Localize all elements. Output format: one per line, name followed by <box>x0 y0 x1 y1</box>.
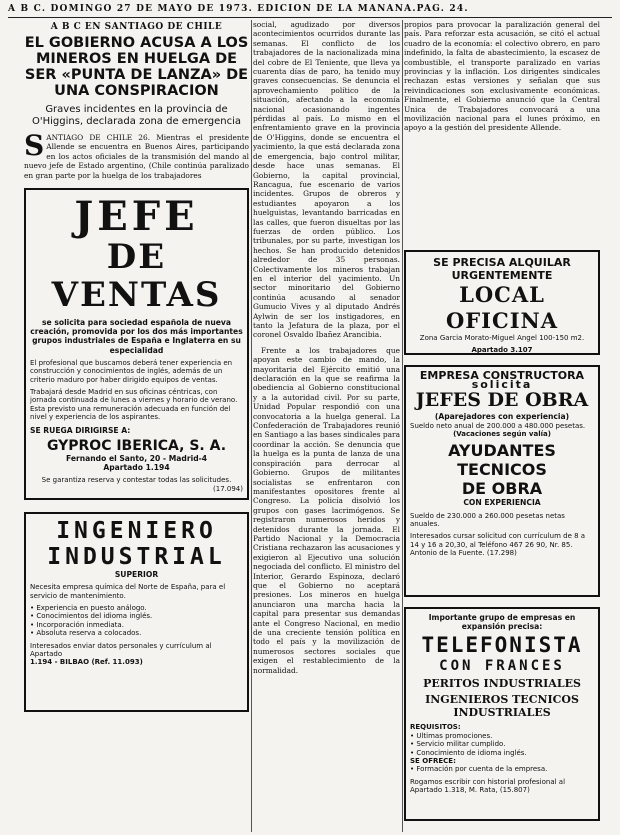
ad-jefe-p1: El profesional que buscamos deberá tener experiencia en construcción y conocimientos de inglés, además de un criterio maduro por haber dirigido equipos de ventas. <box>30 358 233 384</box>
ad-ing-ref: 1.194 - BILBAO (Ref. 11.093) <box>30 658 143 667</box>
ad-local-line2: URGENTEMENTE <box>451 269 553 282</box>
article-kicker: A B C EN SANTIAGO DE CHILE <box>50 22 223 32</box>
article-subhead: Graves incidentes en la provincia de O'Higgins, declarada zona de emergencia <box>31 104 241 127</box>
ad-tel-offer-title: SE OFRECE: <box>410 757 456 766</box>
ad-jefe-ventas <box>24 188 249 500</box>
ad-tel-footer: Rogamos escribir con historial profesional al Apartado 1.318, M. Rata, (15.807) <box>410 777 566 795</box>
ad-con-line2: solicita <box>471 378 533 392</box>
column-rule <box>402 20 403 832</box>
list-item: • Absoluta reserva a colocados. <box>30 629 243 637</box>
ad-tel-intro: Importante grupo de empresas en expansión precisa: <box>428 613 576 632</box>
list-item: • Ultimas promociones. <box>410 732 594 740</box>
ad-ing-footer: Interesados enviar datos personales y currículum al Apartado <box>30 641 212 659</box>
ad-ing-list <box>30 604 243 638</box>
list-item: • Servicio militar cumplido. <box>410 740 594 748</box>
drop-cap: S <box>24 129 45 162</box>
page-header: A B C. DOMINGO 27 DE MAYO DE 1973. EDICION DE LA MAÑANA.PAG. 24. <box>8 4 612 18</box>
ad-con-salary2: Sueldo de 230.000 a 260.000 pesetas netas anuales. <box>410 511 565 529</box>
ad-ing-intro: Necesita empresa química del Norte de España, para el servicio de mantenimiento. <box>30 583 226 600</box>
ad-jefe-title2: DE VENTAS <box>51 237 222 316</box>
ad-local-box: Apartado 3.107 <box>471 346 533 355</box>
ad-telefonista <box>404 607 600 821</box>
ad-con-sub: (Aparejadores con experiencia) <box>434 412 570 422</box>
column-right <box>404 20 600 832</box>
list-item: • Conocimientos del idioma inglés. <box>30 612 243 620</box>
ad-jefe-p4: Se garantiza reserva y contestar todas las solicitudes. <box>41 476 232 485</box>
list-item: • Incorporación inmediata. <box>30 621 243 629</box>
ad-ingeniero <box>24 512 249 712</box>
ad-jefe-company: GYPROC IBERICA, S. A. <box>46 437 227 454</box>
ad-tel-req-title: REQUISITOS: <box>410 723 461 732</box>
ad-ing-title1: INGENIERO <box>56 518 217 545</box>
ad-tel-title: TELEFONISTA <box>421 633 583 658</box>
list-item: • Experiencia en puesto análogo. <box>30 604 243 612</box>
ad-jefe-box: Apartado 1.194 <box>103 463 170 473</box>
article-lead <box>24 129 249 180</box>
ad-con-note: (Vacaciones según valía) <box>453 430 551 439</box>
ad-ing-sub: SUPERIOR <box>114 570 159 580</box>
ad-tel-line1: PERITOS INDUSTRIALES <box>423 677 581 691</box>
article-body-3: propios para provocar la paralización general del país. Para reforzar esta acusación, se citó el actual cuadro de la economía: el colectivo obrero, en paro indefinido, la falta de abastecimiento, la escasez de combustible, el transporte paralizado en varias provincias y la inflación. Los dirigentes sindicales rechazan estas versiones y señalan que sus reivindicaciones son exclusivamente económicas. Finalmente, el Gobierno anunció que la Central Unica de Trabajadores convocará a una movilización nacional para el lunes próximo, en apoyo a la gestión del presidente Allende. <box>404 20 600 133</box>
ad-con-contact: Interesados cursar solicitud con currículum de 8 a 14 y 16 a 20,30, al Teléfono 467 26 90, Nr. 85. Antonio de la Fuente. (17.298) <box>410 532 586 558</box>
list-item: • Conocimiento de idioma inglés. <box>410 749 594 757</box>
article-lead-text: ANTIAGO DE CHILE 26. Mientras el presidente Allende se encuentra en Buenos Aires, participando en los actos oficiales de la transmisión del mando al nuevo jefe de Estado argentino, (Chile continúa paralizado en gran parte por la huelga de los trabajadores <box>24 133 249 180</box>
ad-con-salary1: Sueldo neto anual de 200.000 a 480.000 pesetas. <box>410 421 586 430</box>
column-middle <box>253 20 400 832</box>
ad-con-line1: EMPRESA CONSTRUCTORA <box>419 369 585 382</box>
article-headline: EL GOBIERNO ACUSA A LOS MINEROS EN HUELGA DE SER «PUNTA DE LANZA» DE UNA CONSPIRACION <box>24 35 249 99</box>
ad-jefe-p2: Trabajará desde Madrid en sus oficinas céntricas, con jornada continuada de lunes a viernes y horario de verano. Esta previsto una remuneración adecuada en función del nivel y experiencia de los aspirantes. <box>30 388 238 422</box>
ad-con-title2: AYUDANTES TECNICOS <box>448 441 556 480</box>
ad-con-title3: DE OBRA <box>461 479 543 499</box>
ad-jefe-ref: (17.094) <box>213 484 243 493</box>
ad-jefe-address: Fernando el Santo, 20 - Madrid-4 <box>65 453 208 463</box>
ad-local-zone: Zona Garcia Morato-Miguel Angel 100-150 m2. <box>419 334 585 342</box>
article-body-1: social, agudizado por diversos acontecimientos ocurridos durante las semanas. El conflicto de los trabajadores de la nacionalizada mina del cobre de El Teniente, que lleva ya cuarenta días de paro, ha tenido muy graves consecuencias. Se denuncia el aprovechamiento político de la situación, afectando a la economía nacional ocasionando ingentes pérdidas al país. Lo mismo en el enfrentamiento grave en la provincia de O'Higgins, donde se encuentra el yacimiento, la que está declarada zona de emergencia, bajo control militar, desde hace unas semanas. El Gobierno, la capital provincial, Rancagua, fue escenario de varios incidentes. Grupos de obreros y estudiantes apoyaron a los huelguistas, levantando barricadas en las calles, que fueron disueltas por las fuerzas de orden público. Los tribunales, por su parte, investigan los hechos. Se han producido detenidos alrededor de 35 personas. Colectivamente los mineros trabajan en el interior del yacimiento. Un sector minoritario del Gobierno continúa acusando al senador Gumucio Vives y al diputado Andrés Aylwin de ser los instigadores, en tanto la Jefatura de la plaza, por el coronel Osvaldo Ibañez Arancibia. <box>253 20 400 340</box>
ad-jefe-title1: JEFE <box>74 193 199 241</box>
column-left <box>24 20 249 832</box>
ad-jefe-p3: SE RUEGA DIRIGIRSE A: <box>30 425 131 435</box>
ad-tel-line2: INGENIEROS TECNICOS INDUSTRIALES <box>425 693 579 720</box>
ad-con-sub2: CON EXPERIENCIA <box>463 498 541 508</box>
ad-tel-with: CON FRANCES <box>439 658 565 675</box>
ad-tel-offers <box>410 765 594 773</box>
ad-jefe-intro: se solicita para sociedad española de nueva creación, promovida por los dos más importantes grupos industriales de España e Inglaterra en su especialidad <box>30 318 243 355</box>
ad-con-title: JEFES DE OBRA <box>415 389 589 412</box>
column-rule <box>251 20 252 832</box>
ad-local-oficina <box>404 250 600 355</box>
ad-constructora <box>404 365 600 597</box>
article-body-2: Frente a los trabajadores que apoyan este cambio de mando, la mayoritaria del Ejército emitió una declaración en la que se reafirma la obediencia al Gobierno constitucional y a la autoridad civil. Por su parte, Unidad Popular respondió con una convocatoria a la huelga general. La Confederación de Trabajadores reunió en Santiago a las bases sindicales para coordinar la acción. Se denuncia que la huelga es la punta de lanza de una conspiración para derrocar al Gobierno. Grupos de militantes socialistas se enfrentaron con manifestantes opositores frente al Congreso. La policía disolvió los grupos con gases lacrimógenos. Se registraron numerosos heridos y detenidos durante la jornada. El Partido Nacional y la Democracia Cristiana rechazaron las acusaciones y exigieron al Ejecutivo una solución negociada del conflicto. El ministro del Interior, Gerardo Espinoza, declaró que el Gobierno no aceptará presiones. Los mineros en huelga anunciaron una marcha hacia la capital para presentar sus demandas ante el Congreso Nacional, en medio de una creciente tensión política en todo el país y la movilización de numerosos sectores sociales que exigen el restablecimiento de la normalidad. <box>253 345 400 675</box>
ad-local-title: LOCAL OFICINA <box>445 282 559 333</box>
list-item: • Formación por cuenta de la empresa. <box>410 765 594 773</box>
ad-ing-title2: INDUSTRIAL <box>47 544 226 571</box>
ad-local-line1: SE PRECISA ALQUILAR <box>433 256 571 269</box>
ad-tel-reqs <box>410 732 594 757</box>
